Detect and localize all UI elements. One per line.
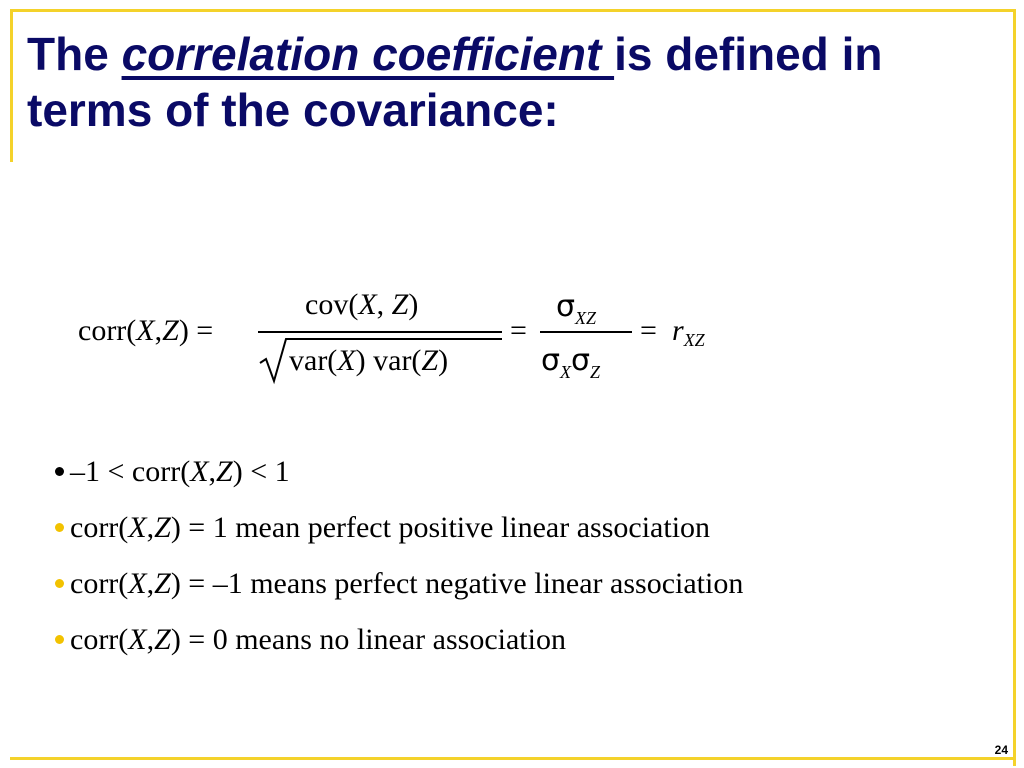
fraction-bar-2 [540, 331, 632, 333]
bullet-text-end: ) < 1 [232, 455, 290, 488]
bullet-x: X [128, 567, 147, 600]
bullet-z: Z [154, 511, 171, 544]
formula-denominator-var [289, 346, 448, 376]
bullet-comma: , [146, 511, 155, 544]
bullet-comma: , [146, 567, 155, 600]
formula-lhs-close: ) = [178, 314, 214, 347]
num-comma: , [376, 288, 392, 321]
sigma-x-sub: X [560, 362, 572, 382]
den-close1: ) [355, 344, 366, 377]
num-x: X [358, 288, 377, 321]
sigma-z-sub: Z [590, 362, 601, 382]
bullet-z: Z [216, 455, 233, 488]
bullet-item [55, 455, 290, 489]
sigma-denominator [541, 343, 601, 387]
num-cov: cov( [305, 288, 359, 321]
bullet-text: corr( [70, 511, 129, 544]
title-before: The [27, 28, 122, 80]
bullet-text: corr( [70, 567, 129, 600]
bullet-comma: , [208, 455, 217, 488]
bullet-item [55, 623, 566, 657]
page-number: 24 [994, 743, 1008, 757]
den-z: Z [421, 344, 439, 377]
bullet-text-end: ) = 1 mean perfect positive linear association [170, 511, 711, 544]
bullet-z: Z [154, 623, 171, 656]
formula-equals-2: = [510, 314, 527, 347]
bullet-item [55, 511, 710, 545]
formula-r-xz [672, 316, 705, 355]
bullet-item [55, 567, 743, 601]
bullet-text: corr( [70, 623, 129, 656]
sigma-numerator [556, 289, 597, 333]
bullet-x: X [128, 511, 147, 544]
formula-numerator-cov [305, 290, 418, 320]
formula-lhs-comma: , [154, 314, 163, 347]
formula-equals-3: = [640, 314, 657, 347]
formula-lhs-z: Z [162, 314, 179, 347]
bullet-dot-icon [55, 467, 64, 476]
bullet-x: X [128, 623, 147, 656]
formula-lhs-x: X [136, 314, 155, 347]
bullet-z: Z [154, 567, 171, 600]
den-x: X [337, 344, 356, 377]
bullet-dot-icon [55, 635, 64, 644]
formula-lhs [78, 316, 213, 346]
title-after: is defined in terms of the covariance: [27, 28, 883, 136]
num-z: Z [391, 288, 409, 321]
num-close: ) [408, 288, 419, 321]
bullet-text-end: ) = 0 means no linear association [170, 623, 566, 656]
bullet-text-end: ) = –1 means perfect negative linear association [170, 567, 744, 600]
sigma-x: σ [541, 343, 561, 378]
sigma-z: σ [571, 343, 591, 378]
bullet-x: X [190, 455, 209, 488]
fraction-bar-1 [258, 331, 502, 333]
sigma-xz: σ [556, 289, 576, 324]
r-sub: XZ [683, 330, 705, 350]
den-close2: ) [438, 344, 449, 377]
title-emphasis: correlation coefficient [121, 28, 615, 80]
bullet-dot-icon [55, 579, 64, 588]
r-symbol: r [672, 314, 684, 347]
formula-lhs-corr: corr( [78, 314, 137, 347]
bullet-text: –1 < corr( [70, 455, 191, 488]
bullet-dot-icon [55, 523, 64, 532]
den-var1: var( [289, 344, 338, 377]
bullet-comma: , [146, 623, 155, 656]
sigma-xz-sub: XZ [575, 308, 597, 328]
den-var2: var( [365, 344, 422, 377]
